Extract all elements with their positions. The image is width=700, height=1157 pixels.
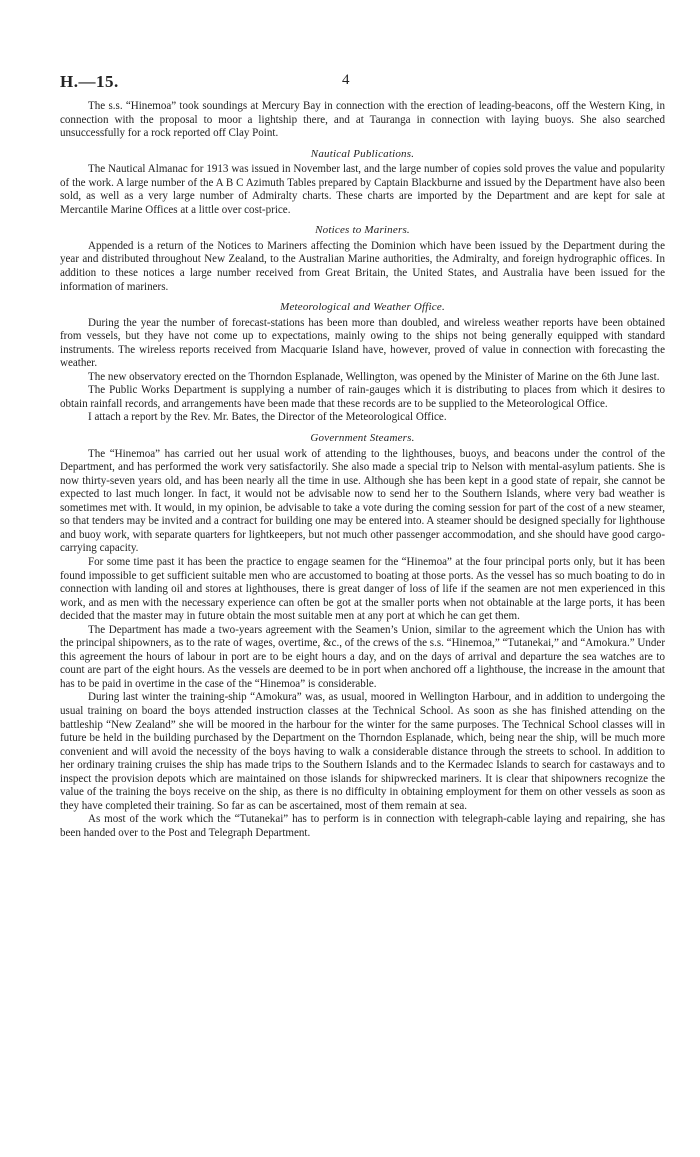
section-heading: Nautical Publications. <box>310 147 415 160</box>
paragraph: The Department has made a two-years agreement with the Seamen’s Union, similar to the agreement which the Union has with the principal shipowners, as to the rate of wages, overtime, &c., of the crews of the s.s. “Hinemoa,” “Tutanekai,” and “Amokura.” Under this agreement the hours of labour in port are to be eight hours a day, and on the days of arrival and departure the sea watches are to count are part of the eight hours. As the vessels are deemed to be in port when anchored off a lighthouse, the increase in the amount that has to be paid in overtime in the case of the “Hinemoa” is considerable. <box>60 623 665 690</box>
paragraph: As most of the work which the “Tutanekai” has to perform is in connection with telegraph-cable laying and repairing, she has been handed over to the Post and Telegraph Department. <box>60 813 665 839</box>
section-government-steamers <box>60 432 665 840</box>
section-heading: Notices to Mariners. <box>315 224 410 237</box>
document-reference: H.—15. <box>60 72 119 91</box>
paragraph: During last winter the training-ship “Amokura” was, as usual, moored in Wellington Harbour, and in addition to undergoing the usual training on board the boys attended instruction classes at the Technical School. As soon as she has finished attending on the battleship “New Zealand” she will be moored in the harbour for the winter for the same purposes. The Technical School classes will in future be held in the building purchased by the Department on the Thorndon Esplanade, which, being near the ship, will be much more convenient and will avoid the necessity of the boys having to walk a considerable distance through the streets to school. In addition to her ordinary training cruises the ship has made trips to the Southern Islands and to the Kermadec Islands to search for castaways and to inspect the provision depots which are maintained on those islands for shipwrecked mariners. It is clear that shipowners recognize the value of the training the boys receive on the ship, as there is no difficulty in obtaining employment for them on other vessels as soon as they have completed their training. So far as can be ascertained, most of them remain at sea. <box>60 691 665 812</box>
page-number: 4 <box>342 72 350 88</box>
section-nautical-publications <box>60 148 665 218</box>
paragraph: The “Hinemoa” has carried out her usual work of attending to the lighthouses, buoys, and beacons under the control of the Department, and has performed the work very satisfactorily. She also made a special trip to Nelson with mental-asylum patients. She is now thirty-seven years old, and has been nearly all the time in use. Although she has been kept in a good state of repair, she cannot be expected to last much longer. In fact, it would not be advisable now to send her to the Southern Islands, where very bad weather is sometimes met with. It would, in my opinion, be advisable to take a vote during the coming session for part of the cost of a new steamer, so that tenders may be invited and a contract for building one may be entered into. A steamer should be designed specially for lighthouse and buoy work, with separate quarters for lightkeepers, but not much other passenger accommodation, and she should have good cargo-carrying capacity. <box>60 447 665 555</box>
paragraph: The s.s. “Hinemoa” took soundings at Mercury Bay in connection with the erection of leading-beacons, off the Western King, in connection with the proposal to moor a lightship there, and at Tauranga in connection with laying buoys. She also searched unsuccessfully for a rock reported off Clay Point. <box>60 100 665 140</box>
paragraph: I attach a report by the Rev. Mr. Bates, the Director of the Meteorological Office. <box>88 411 447 424</box>
section-intro <box>60 100 665 141</box>
paragraph: Appended is a return of the Notices to Mariners affecting the Dominion which have been issued by the Department during the year and distributed throughout New Zealand, to the Australian Marine authorities, the Admiralty, and foreign hydrographic offices. In addition to these notices a large number received from Great Britain, the United States, and Australia have been issued for the information of mariners. <box>60 239 665 293</box>
paragraph: The Nautical Almanac for 1913 was issued in November last, and the large number of copies sold proves the value and popularity of the work. A large number of the A B C Azimuth Tables prepared by Captain Blackburne and issued by the Department have also been sold, as well as a very large number of Admiralty charts. These charts are imported by the Department and are kept for sale at Mercantile Marine Offices at a little over cost-price. <box>60 163 665 216</box>
paragraph: The new observatory erected on the Thorndon Esplanade, Wellington, was opened by the Minister of Marine on the 6th June last. <box>88 370 660 383</box>
paragraph: The Public Works Department is supplying a number of rain-gauges which it is distributing to places from which it desires to obtain rainfall records, and arrangements have been made that these records are to be supplied to the Meteorological Office. <box>60 384 665 410</box>
section-heading: Meteorological and Weather Office. <box>280 301 445 314</box>
section-meteorological-office <box>60 301 665 425</box>
document-body <box>60 100 665 840</box>
paragraph: During the year the number of forecast-stations has been more than doubled, and wireless weather reports have been obtained from vessels, but they have not come up to expectations, mainly owing to the ships not being generally equipped with standard instruments. The wireless reports received from Macquarie Island have, however, proved of value in connection with forecasting the weather. <box>60 316 665 370</box>
section-notices-to-mariners <box>60 224 665 294</box>
running-header <box>60 72 666 92</box>
paragraph: For some time past it has been the practice to engage seamen for the “Hinemoa” at the four principal ports only, but it has been found impossible to get sufficient suitable men who are accustomed to boating at those ports. As the vessel has so much boating to do in connection with landing oil and stores at lighthouses, there is great danger of loss of life if the seamen are not men experienced in this work, and as men with the necessary experience can often be got at the smaller ports when not obtainable at the large ports, it has been decided that the master may in future obtain the most suitable men at any port at which he can get them. <box>60 555 665 623</box>
section-heading: Government Steamers. <box>310 432 415 445</box>
